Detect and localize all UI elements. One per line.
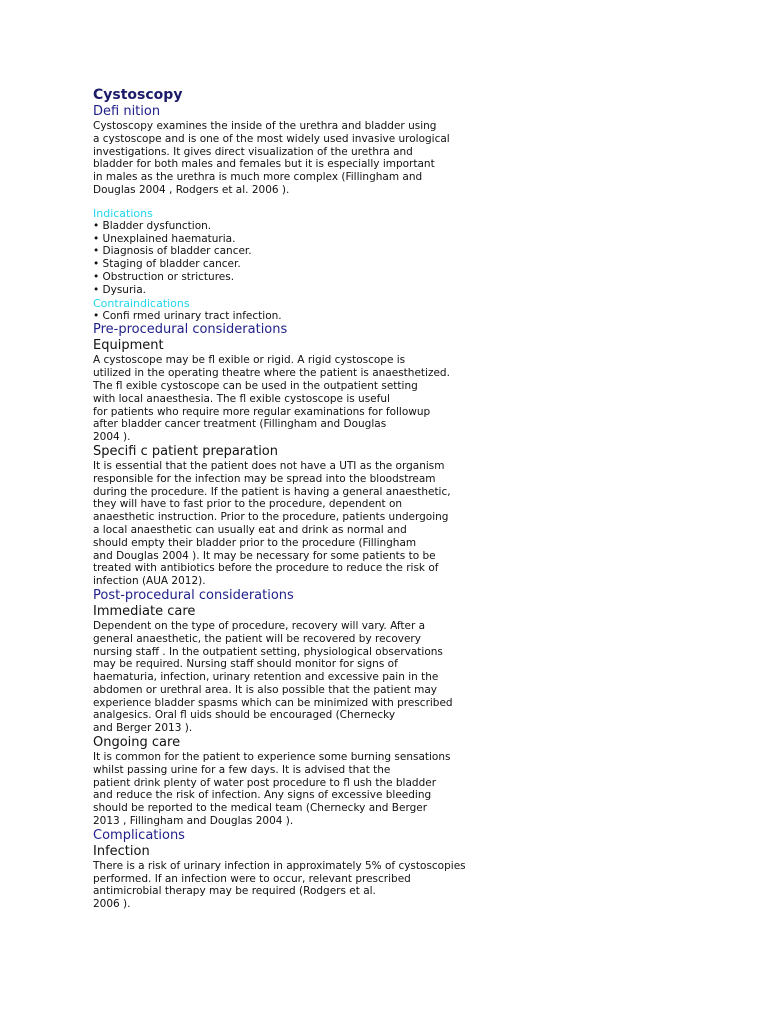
text-line: whilst passing urine for a few days. It is advised that the [93,763,391,776]
pre-procedural-heading: Pre-procedural considerations [93,322,288,338]
complications-heading: Complications [93,827,185,843]
list-item: • Unexplained haematuria. [93,232,236,245]
text-line: There is a risk of urinary infection in approximately 5% of cystoscopies [93,859,466,872]
indications-heading: Indications [93,206,153,220]
definition-heading: Defi nition [93,104,161,119]
post-procedural-heading: Post-procedural considerations [93,587,294,603]
text-line: It is common for the patient to experience some burning sensations [93,751,451,764]
text-line: 2006 ). [93,898,131,911]
ongoing-care-paragraph [93,751,533,828]
text-line: they will have to fast prior to the procedure, dependent on [93,498,403,511]
text-line: 2013 , Fillingham and Douglas 2004 ). [93,815,294,828]
list-item: • Dysuria. [93,283,146,296]
ongoing-care-heading: Ongoing care [93,735,181,751]
text-line: A cystoscope may be fl exible or rigid. A rigid cystoscope is [93,354,406,367]
text-line: general anaesthetic, the patient will be recovered by recovery [93,632,421,645]
indications-list [93,220,533,297]
contraindications-heading: Contraindications [93,296,190,310]
text-line: performed. If an infection were to occur, relevant prescribed [93,872,411,885]
text-line: and reduce the risk of infection. Any signs of excessive bleeding [93,789,432,802]
text-line: during the procedure. If the patient is having a general anaesthetic, [93,485,451,498]
text-line: It is essential that the patient does not have a UTI as the organism [93,459,445,472]
infection-paragraph [93,860,533,911]
definition-paragraph [93,120,533,197]
text-line: investigations. It gives direct visualization of the urethra and [93,145,413,158]
text-line: a cystoscope and is one of the most widely used invasive urological [93,132,450,145]
page-title: Cystoscopy [93,87,183,103]
text-line: experience bladder spasms which can be minimized with prescribed [93,696,453,709]
list-item: • Staging of bladder cancer. [93,258,241,271]
text-line: bladder for both males and females but it is especially important [93,158,435,171]
text-line: and Berger 2013 ). [93,722,193,735]
text-line: The fl exible cystoscope can be used in the outpatient setting [93,379,418,392]
text-line: antimicrobial therapy may be required (Rodgers et al. [93,885,376,898]
document-content [93,86,533,911]
list-item: • Bladder dysfunction. [93,219,212,232]
text-line: treated with antibiotics before the procedure to reduce the risk of [93,562,439,575]
text-line: for patients who require more regular examinations for followup [93,405,431,418]
list-item: • Diagnosis of bladder cancer. [93,245,252,258]
text-line: and Douglas 2004 ). It may be necessary for some patients to be [93,549,436,562]
patient-preparation-heading: Specifi c patient preparation [93,443,278,459]
text-line: Dependent on the type of procedure, recovery will vary. After a [93,619,426,632]
text-line: may be required. Nursing staff should monitor for signs of [93,658,398,671]
text-line: anaesthetic instruction. Prior to the procedure, patients undergoing [93,511,449,524]
text-line: patient drink plenty of water post procedure to fl ush the bladder [93,776,437,789]
text-line: with local anaesthesia. The fl exible cystoscope is useful [93,392,390,405]
equipment-heading: Equipment [93,338,164,354]
patient-preparation-paragraph [93,460,533,588]
list-item: • Obstruction or strictures. [93,270,235,283]
text-line: Cystoscopy examines the inside of the urethra and bladder using [93,120,437,132]
list-item: • Confi rmed urinary tract infection. [93,309,282,322]
text-line: responsible for the infection may be spread into the bloodstream [93,472,436,485]
text-line: should empty their bladder prior to the procedure (Fillingham [93,536,417,549]
text-line: analgesics. Oral fl uids should be encouraged (Chernecky [93,709,396,722]
immediate-care-heading: Immediate care [93,603,196,619]
equipment-paragraph [93,354,533,444]
infection-heading: Infection [93,843,150,859]
text-line: a local anaesthetic can usually eat and drink as normal and [93,523,407,536]
text-line: nursing staff . In the outpatient setting, physiological observations [93,645,443,658]
text-line: Douglas 2004 , Rodgers et al. 2006 ). [93,183,290,196]
text-line: should be reported to the medical team (Chernecky and Berger [93,802,428,815]
text-line: abdomen or urethral area. It is also possible that the patient may [93,683,438,696]
text-line: in males as the urethra is much more complex (Fillingham and [93,171,423,184]
contraindications-list [93,310,533,323]
text-line: infection (AUA 2012). [93,575,206,588]
text-line: utilized in the operating theatre where the patient is anaesthetized. [93,367,450,380]
text-line: haematuria, infection, urinary retention and excessive pain in the [93,671,439,684]
text-line: after bladder cancer treatment (Fillingham and Douglas [93,418,387,431]
immediate-care-paragraph [93,620,533,735]
text-line: 2004 ). [93,431,131,444]
